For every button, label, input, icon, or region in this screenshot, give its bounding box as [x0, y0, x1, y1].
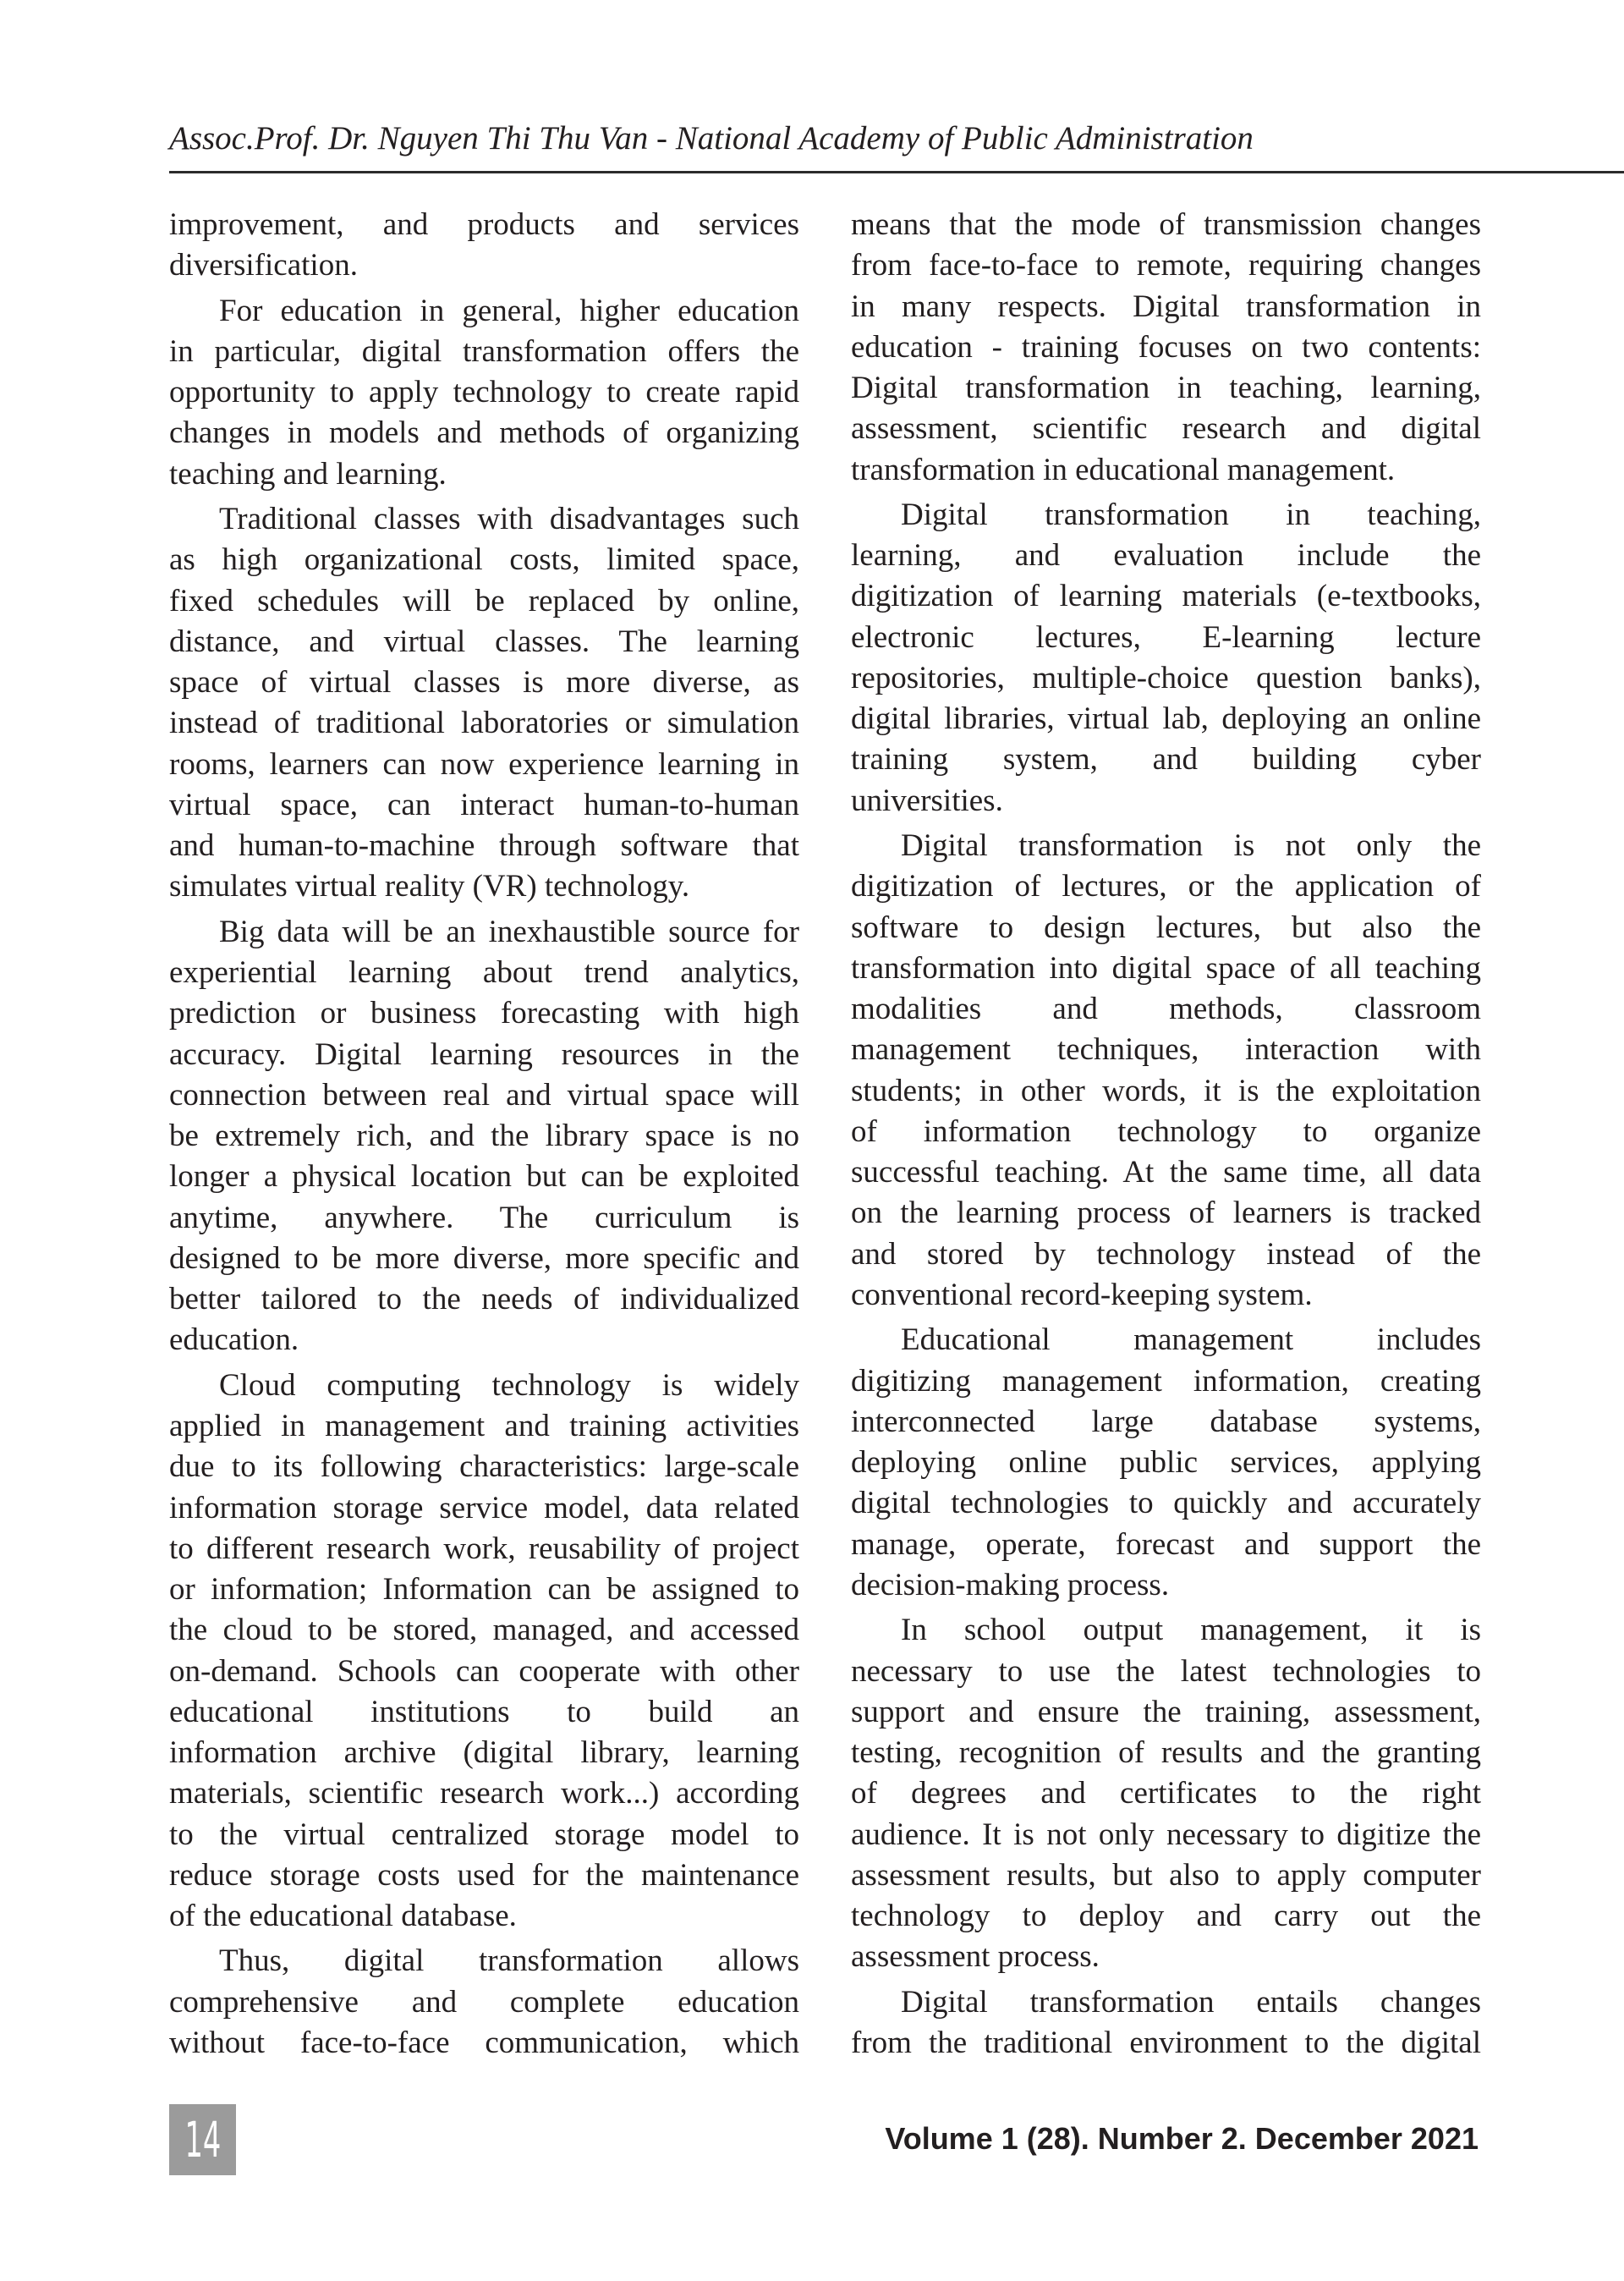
- body-text-line: anytime, anywhere. The curriculum is: [169, 1200, 799, 1235]
- body-text-line: For education in general, higher education: [219, 293, 799, 328]
- body-text-line: necessary to use the latest technologies to: [851, 1653, 1481, 1689]
- body-text-line: to the virtual centralized storage model to: [169, 1817, 799, 1852]
- page-number: 14: [184, 2111, 221, 2168]
- body-text-line: testing, recognition of results and the granting: [851, 1735, 1481, 1770]
- body-text-line: teaching and learning.: [169, 456, 447, 492]
- body-text-line: connection between real and virtual space will: [169, 1077, 799, 1113]
- body-text-line: Digital transformation in teaching, learning,: [851, 371, 1481, 405]
- body-text-line: information storage service model, data related: [169, 1490, 799, 1525]
- body-text-line: changes in models and methods of organizing: [169, 415, 799, 451]
- paragraph: [169, 499, 799, 908]
- body-text-line: as high organizational costs, limited space,: [169, 542, 799, 578]
- body-text-line: reduce storage costs used for the maintenance: [169, 1857, 799, 1893]
- body-text-line: distance, and virtual classes. The learning: [169, 624, 799, 659]
- body-text-line: conventional record-keeping system.: [851, 1277, 1313, 1312]
- body-text-line: or information; Information can be assigned to: [169, 1572, 799, 1607]
- body-text-line: means that the mode of transmission changes: [851, 207, 1481, 242]
- body-text-line: support and ensure the training, assessment,: [851, 1694, 1481, 1729]
- body-text-line: accuracy. Digital learning resources in the: [169, 1036, 799, 1072]
- body-text-line: digitization of learning materials (e-textbooks,: [851, 579, 1481, 614]
- body-text-line: in particular, digital transformation offers the: [169, 333, 799, 369]
- body-text-line: transformation in educational management.: [851, 452, 1396, 487]
- body-text-line: be extremely rich, and the library space is no: [169, 1119, 799, 1154]
- body-text-line: applied in management and training activities: [169, 1409, 799, 1443]
- body-text-line: on-demand. Schools can cooperate with other: [169, 1653, 799, 1689]
- body-text-line: in many respects. Digital transformation in: [851, 289, 1481, 324]
- left-column: [169, 205, 799, 2064]
- body-text-line: Digital transformation is not only the: [901, 828, 1481, 864]
- body-text-line: space of virtual classes is more diverse, as: [169, 665, 799, 701]
- body-text-line: Thus, digital transformation allows: [219, 1943, 799, 1979]
- body-text-line: electronic lectures, E-learning lecture: [851, 619, 1481, 655]
- paragraph: [851, 205, 1481, 491]
- paragraph: [851, 1320, 1481, 1606]
- body-text-line: education - training focuses on two contents:: [851, 329, 1481, 365]
- body-text-line: rooms, learners can now experience learning in: [169, 746, 799, 782]
- body-text-line: information archive (digital library, learning: [169, 1735, 799, 1770]
- body-text-line: digital technologies to quickly and accurately: [851, 1486, 1481, 1521]
- body-text-line: technology to deploy and carry out the: [851, 1899, 1481, 1933]
- body-text-line: software to design lectures, but also the: [851, 910, 1481, 945]
- paragraph: [169, 912, 799, 1361]
- body-text-line: and human-to-machine through software that: [169, 828, 799, 864]
- body-text-line: assessment, scientific research and digital: [851, 411, 1481, 447]
- body-text-line: without face-to-face communication, which: [169, 2025, 799, 2060]
- body-text-line: assessment results, but also to apply computer: [851, 1857, 1481, 1893]
- paragraph: [169, 1366, 799, 1937]
- body-text-line: Digital transformation in teaching,: [901, 497, 1481, 532]
- body-text-line: successful teaching. At the same time, all data: [851, 1155, 1481, 1190]
- body-text-line: management techniques, interaction with: [851, 1032, 1481, 1068]
- paragraph: [169, 205, 799, 287]
- body-text-line: modalities and methods, classroom: [851, 992, 1481, 1027]
- body-text-line: training system, and building cyber: [851, 742, 1481, 778]
- body-text-line: opportunity to apply technology to create rapid: [169, 375, 799, 410]
- body-text-line: instead of traditional laboratories or simulation: [169, 706, 799, 741]
- body-text-line: decision-making process.: [851, 1567, 1170, 1602]
- body-text-line: better tailored to the needs of individualized: [169, 1282, 799, 1317]
- body-text-line: learning, and evaluation include the: [851, 538, 1481, 574]
- body-text-line: and stored by technology instead of the: [851, 1236, 1481, 1272]
- body-text-line: from the traditional environment to the digital: [851, 2025, 1481, 2060]
- body-text-line: improvement, and products and services: [169, 207, 799, 242]
- body-text-line: universities.: [851, 783, 1003, 818]
- body-text-line: interconnected large database systems,: [851, 1404, 1481, 1439]
- body-text-line: of degrees and certificates to the right: [851, 1776, 1481, 1811]
- body-text-line: transformation into digital space of all teaching: [851, 950, 1481, 986]
- body-text-line: Educational management includes: [901, 1322, 1481, 1358]
- paragraph: [851, 1982, 1481, 2064]
- body-text-line: audience. It is not only necessary to digitize the: [851, 1817, 1481, 1852]
- body-text-line: longer a physical location but can be exploited: [169, 1159, 799, 1195]
- body-text-line: designed to be more diverse, more specific and: [169, 1240, 799, 1276]
- header-rule: [169, 171, 1624, 173]
- right-column: [851, 205, 1481, 2064]
- body-text-line: deploying online public services, applying: [851, 1445, 1481, 1481]
- body-text-line: simulates virtual reality (VR) technology.: [169, 869, 690, 904]
- paragraph: [169, 1941, 799, 2064]
- body-text-line: experiential learning about trend analytics,: [169, 955, 799, 991]
- body-text-line: Big data will be an inexhaustible source for: [219, 914, 799, 949]
- body-text-line: In school output management, it is: [901, 1613, 1481, 1648]
- body-text-line: the cloud to be stored, managed, and accessed: [169, 1613, 799, 1648]
- paragraph: [851, 826, 1481, 1316]
- body-text-line: fixed schedules will be replaced by online,: [169, 583, 799, 618]
- paragraph: [851, 1610, 1481, 1977]
- body-text-line: to different research work, reusability of project: [169, 1531, 799, 1566]
- body-text-line: digitizing management information, creating: [851, 1363, 1481, 1399]
- body-text-line: students; in other words, it is the exploitation: [851, 1073, 1481, 1108]
- running-header: Assoc.Prof. Dr. Nguyen Thi Thu Van - National Academy of Public Administration: [169, 120, 1254, 157]
- body-text-line: diversification.: [169, 248, 358, 283]
- paragraph: [169, 291, 799, 495]
- body-text-line: comprehensive and complete education: [169, 1984, 799, 2020]
- body-text-line: Cloud computing technology is widely: [219, 1367, 799, 1403]
- body-text-line: prediction or business forecasting with high: [169, 996, 799, 1031]
- body-text-line: manage, operate, forecast and support the: [851, 1526, 1481, 1562]
- body-text-line: on the learning process of learners is tracked: [851, 1195, 1481, 1231]
- body-text-line: Digital transformation entails changes: [901, 1984, 1481, 2020]
- issue-info: Volume 1 (28). Number 2. December 2021: [885, 2121, 1479, 2156]
- body-text-line: materials, scientific research work...) according: [169, 1776, 799, 1811]
- page-number-badge: [169, 2104, 236, 2175]
- body-text-line: assessment process.: [851, 1939, 1100, 1975]
- body-text-line: repositories, multiple-choice question banks),: [851, 660, 1481, 695]
- body-text-line: virtual space, can interact human-to-human: [169, 787, 799, 822]
- body-text-line: digital libraries, virtual lab, deploying an online: [851, 701, 1481, 737]
- body-text-line: from face-to-face to remote, requiring changes: [851, 248, 1481, 283]
- body-text-line: educational institutions to build an: [169, 1694, 799, 1729]
- paragraph: [851, 495, 1481, 822]
- body-text-line: of the educational database.: [169, 1899, 517, 1933]
- body-text-line: due to its following characteristics: large-scale: [169, 1449, 799, 1485]
- body-text-line: Traditional classes with disadvantages such: [219, 502, 799, 537]
- body-text-line: digitization of lectures, or the application of: [851, 869, 1481, 904]
- body-text-line: of information technology to organize: [851, 1113, 1481, 1149]
- body-text-line: education.: [169, 1322, 299, 1358]
